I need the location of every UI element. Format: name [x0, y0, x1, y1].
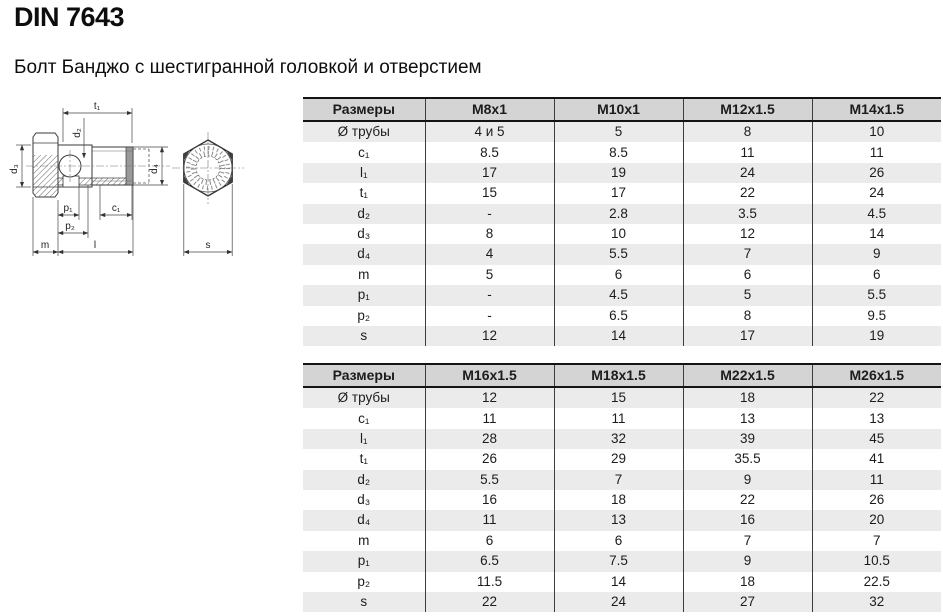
value-cell: 28 [425, 429, 554, 449]
value-cell: 41 [812, 449, 941, 469]
value-cell: 19 [554, 163, 683, 183]
row-label: Ø трубы [303, 387, 425, 408]
table-row [303, 224, 941, 244]
value-cell: 22.5 [812, 572, 941, 592]
row-label: p₂ [357, 307, 371, 323]
table-row [303, 142, 941, 162]
value-cell: 12 [425, 387, 554, 408]
centerlines-front [172, 132, 244, 204]
row-label: m [358, 266, 370, 282]
col-header-thread: M16x1.5 [425, 364, 554, 387]
value-cell: 22 [425, 592, 554, 612]
value-cell: 5.5 [812, 285, 941, 305]
value-cell: 10.5 [812, 551, 941, 571]
table-row [303, 306, 941, 326]
value-cell: 17 [425, 163, 554, 183]
value-cell: 6 [683, 265, 812, 285]
table-row [303, 163, 941, 183]
row-label: m [358, 532, 370, 548]
value-cell: 18 [683, 387, 812, 408]
dimension-label-d4: d₄ [149, 164, 160, 174]
row-label: c₁ [358, 410, 370, 426]
table-row [303, 204, 941, 224]
value-cell: 17 [683, 326, 812, 346]
row-label: d₄ [303, 244, 425, 264]
row-label: d₃ [357, 226, 371, 242]
value-cell: 7.5 [554, 551, 683, 571]
row-label: s [303, 326, 425, 346]
value-cell: 9.5 [812, 306, 941, 326]
col-header-thread: M8x1 [425, 98, 554, 121]
value-cell: 12 [683, 224, 812, 244]
value-cell: 15 [425, 183, 554, 203]
value-cell: 4 и 5 [425, 121, 554, 142]
value-cell: 6.5 [425, 551, 554, 571]
dimension-label-l: l [93, 240, 97, 251]
dimension-label-c1: c₁ [111, 203, 121, 214]
value-cell: 7 [812, 531, 941, 551]
value-cell: 22 [683, 183, 812, 203]
value-cell: 9 [683, 551, 812, 571]
value-cell: 5.5 [425, 470, 554, 490]
value-cell: 13 [812, 408, 941, 428]
value-cell: - [425, 306, 554, 326]
row-label: p₁ [303, 285, 425, 305]
table-row [303, 449, 941, 469]
value-cell: 7 [683, 244, 812, 264]
col-header-thread: M10x1 [554, 98, 683, 121]
value-cell: 11 [812, 142, 941, 162]
dimension-label-d2: d₂ [72, 128, 83, 138]
table-row [303, 592, 941, 612]
table-row [303, 490, 941, 510]
table-row [303, 572, 941, 592]
col-header-thread: M26x1.5 [812, 364, 941, 387]
cross-hole-pocket [63, 176, 79, 187]
value-cell: 4.5 [554, 285, 683, 305]
value-cell: 11 [425, 510, 554, 530]
header-row [303, 98, 941, 121]
value-cell: 11 [812, 470, 941, 490]
value-cell: 6 [425, 531, 554, 551]
value-cell: 14 [554, 326, 683, 346]
table-row [303, 265, 941, 285]
row-label: d₂ [303, 204, 425, 224]
value-cell: 27 [683, 592, 812, 612]
col-header-sizes: Размеры [303, 364, 425, 387]
value-cell: 11 [554, 408, 683, 428]
row-label: l₁ [303, 163, 425, 183]
value-cell: 4 [425, 244, 554, 264]
row-label: Ø трубы [303, 121, 425, 142]
value-cell: 32 [812, 592, 941, 612]
page-subtitle: Болт Банджо с шестигранной головкой и отверстием [14, 57, 482, 78]
value-cell: 5 [683, 285, 812, 305]
row-label: d₂ [303, 470, 425, 490]
value-cell: 24 [554, 592, 683, 612]
value-cell: 3.5 [683, 204, 812, 224]
row-label: t₁ [359, 185, 368, 201]
value-cell: - [425, 204, 554, 224]
table-row [303, 285, 941, 305]
value-cell: 5 [554, 121, 683, 142]
value-cell: 6 [812, 265, 941, 285]
col-header-thread: M12x1.5 [683, 98, 812, 121]
value-cell: 11 [683, 142, 812, 162]
front-view [172, 132, 244, 256]
value-cell: 24 [683, 163, 812, 183]
value-cell: 4.5 [812, 204, 941, 224]
value-cell: 19 [812, 326, 941, 346]
table-row [303, 183, 941, 203]
value-cell: 6 [554, 265, 683, 285]
dimension-label-d3: d₃ [9, 164, 20, 174]
row-label: l₁ [303, 429, 425, 449]
row-label: d₃ [357, 492, 371, 508]
value-cell: 18 [683, 572, 812, 592]
table-row [303, 551, 941, 571]
value-cell: 32 [554, 429, 683, 449]
value-cell: 8.5 [425, 142, 554, 162]
technical-drawing [0, 88, 300, 260]
dimension-label-m: m [40, 240, 50, 251]
row-label: s [303, 592, 425, 612]
value-cell: 22 [812, 387, 941, 408]
table-row [303, 429, 941, 449]
value-cell: 10 [554, 224, 683, 244]
value-cell: 14 [812, 224, 941, 244]
value-cell: 6.5 [554, 306, 683, 326]
value-cell: 8.5 [554, 142, 683, 162]
value-cell: 11.5 [425, 572, 554, 592]
table-row [303, 244, 941, 264]
table-row [303, 408, 941, 428]
value-cell: 22 [683, 490, 812, 510]
value-cell: 10 [812, 121, 941, 142]
page-title: DIN 7643 [14, 2, 125, 32]
dimensions-table-large-sizes [303, 363, 941, 612]
col-header-thread: M22x1.5 [683, 364, 812, 387]
table-row [303, 470, 941, 490]
value-cell: 14 [554, 572, 683, 592]
value-cell: 45 [812, 429, 941, 449]
table-row [303, 121, 941, 142]
row-label: c₁ [358, 144, 370, 160]
table-row [303, 326, 941, 346]
value-cell: 26 [812, 490, 941, 510]
table-row [303, 531, 941, 551]
value-cell: 9 [812, 244, 941, 264]
section-hatch-head [33, 155, 58, 197]
col-header-sizes: Размеры [303, 98, 425, 121]
col-header-thread: M14x1.5 [812, 98, 941, 121]
value-cell: 16 [425, 490, 554, 510]
value-cell: 9 [683, 470, 812, 490]
value-cell: 26 [425, 449, 554, 469]
value-cell: 8 [683, 306, 812, 326]
value-cell: 11 [425, 408, 554, 428]
value-cell: 16 [683, 510, 812, 530]
value-cell: 7 [683, 531, 812, 551]
value-cell: 35.5 [683, 449, 812, 469]
value-cell: 15 [554, 387, 683, 408]
value-cell: 5.5 [554, 244, 683, 264]
row-label: p₂ [357, 573, 371, 589]
value-cell: 13 [683, 408, 812, 428]
value-cell: 8 [683, 121, 812, 142]
dimension-label-s: s [205, 240, 211, 251]
value-cell: 17 [554, 183, 683, 203]
header-row [303, 364, 941, 387]
value-cell: 8 [425, 224, 554, 244]
dimension-label-p1: p₁ [63, 203, 73, 214]
dimensions-table-small-sizes [303, 97, 941, 346]
value-cell: 18 [554, 490, 683, 510]
value-cell: 20 [812, 510, 941, 530]
table-row [303, 387, 941, 408]
value-cell: 24 [812, 183, 941, 203]
value-cell: 13 [554, 510, 683, 530]
row-label: p₁ [303, 551, 425, 571]
value-cell: 29 [554, 449, 683, 469]
value-cell: - [425, 285, 554, 305]
value-cell: 39 [683, 429, 812, 449]
table-row [303, 510, 941, 530]
value-cell: 26 [812, 163, 941, 183]
col-header-thread: M18x1.5 [554, 364, 683, 387]
dimension-label-p2: p₂ [65, 221, 75, 232]
row-label: d₄ [303, 510, 425, 530]
value-cell: 5 [425, 265, 554, 285]
value-cell: 2.8 [554, 204, 683, 224]
value-cell: 7 [554, 470, 683, 490]
value-cell: 6 [554, 531, 683, 551]
dimension-label-t1: t₁ [93, 101, 101, 112]
value-cell: 12 [425, 326, 554, 346]
row-label: t₁ [359, 451, 368, 467]
